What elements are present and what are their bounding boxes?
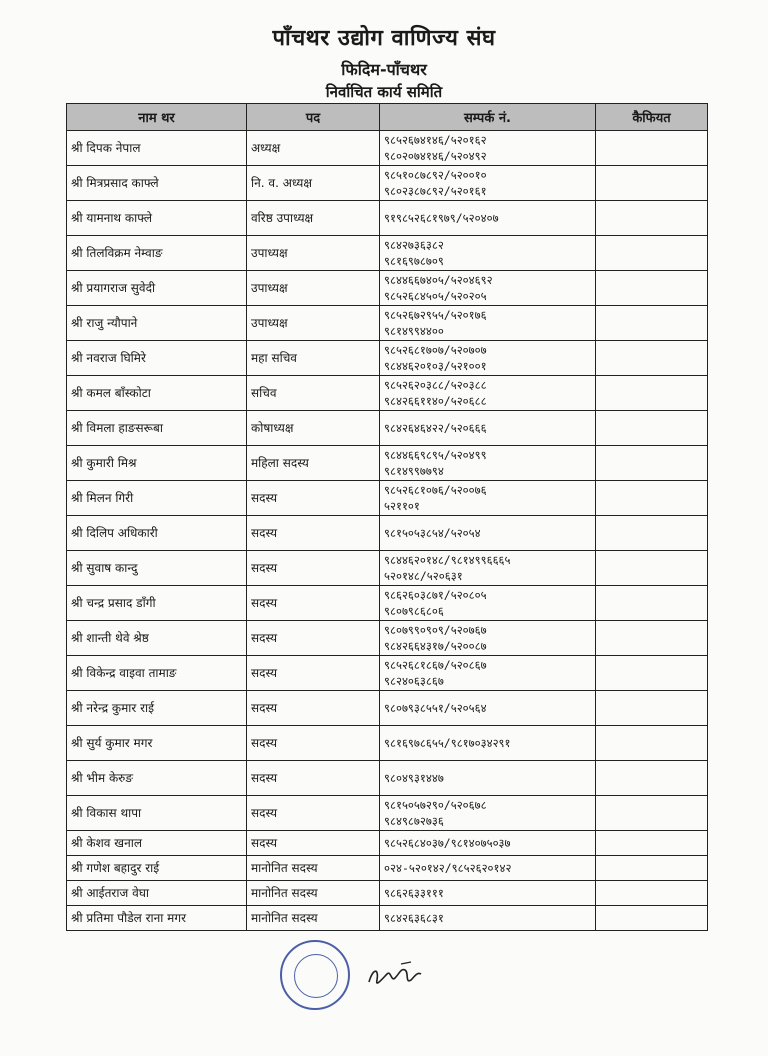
table-row xyxy=(67,691,708,726)
member-post: उपाध्यक्ष xyxy=(247,306,380,341)
member-remarks xyxy=(596,761,708,796)
member-remarks xyxy=(596,306,708,341)
organization-seal xyxy=(280,940,350,1010)
page-title: पाँचथर उद्योग वाणिज्य संघ xyxy=(272,26,496,51)
member-contact xyxy=(380,621,596,656)
member-name: श्री आईतराज वेघा xyxy=(67,881,247,906)
member-name: श्री केशव खनाल xyxy=(67,831,247,856)
contact-number: ९८४२६६४३१७/५२००८७ xyxy=(384,639,487,653)
member-contact xyxy=(380,856,596,881)
contact-number: ९८२४०६३८६७ xyxy=(384,674,444,688)
member-remarks xyxy=(596,271,708,306)
member-post: सदस्य xyxy=(247,551,380,586)
member-contact xyxy=(380,201,596,236)
contact-number: ९८१६९७८६५५/९८१७०३४२९१ xyxy=(384,736,511,750)
member-contact xyxy=(380,831,596,856)
member-name: श्री नवराज घिमिरे xyxy=(67,341,247,376)
member-remarks xyxy=(596,906,708,931)
member-post: कोषाध्यक्ष xyxy=(247,411,380,446)
member-contact xyxy=(380,411,596,446)
member-post: अध्यक्ष xyxy=(247,131,380,166)
member-post: सदस्य xyxy=(247,516,380,551)
member-remarks xyxy=(596,236,708,271)
member-remarks xyxy=(596,516,708,551)
member-contact xyxy=(380,516,596,551)
member-name: श्री गणेश बहादुर राई xyxy=(67,856,247,881)
table-row xyxy=(67,341,708,376)
contact-number: ९८४४६२०१०३/५२१००१ xyxy=(384,359,487,373)
member-name: श्री मिलन गिरी xyxy=(67,481,247,516)
member-contact xyxy=(380,881,596,906)
table-row xyxy=(67,376,708,411)
column-header-remarks: कैफियत xyxy=(596,104,708,131)
member-post: मानोनित सदस्य xyxy=(247,856,380,881)
table-row xyxy=(67,131,708,166)
member-name: श्री शान्ती थेवे श्रेष्ठ xyxy=(67,621,247,656)
table-row xyxy=(67,481,708,516)
contact-number: ९८१५०५७२९०/५२०६७८ xyxy=(384,798,487,812)
member-name: श्री विकेन्द्र वाइवा तामाङ xyxy=(67,656,247,691)
member-post: उपाध्यक्ष xyxy=(247,236,380,271)
table-body xyxy=(67,131,708,931)
committee-table xyxy=(66,103,708,931)
member-contact xyxy=(380,236,596,271)
member-contact xyxy=(380,761,596,796)
member-name: श्री तिलविक्रम नेम्वाङ xyxy=(67,236,247,271)
contact-number: ९८५२६८४०३७/९८१४०७५०३७ xyxy=(384,836,511,850)
section-title: निर्वाचित कार्य समिति xyxy=(325,83,443,101)
table-row xyxy=(67,906,708,931)
member-post: सचिव xyxy=(247,376,380,411)
member-contact xyxy=(380,341,596,376)
member-post: सदस्य xyxy=(247,656,380,691)
member-contact xyxy=(380,551,596,586)
member-name: श्री प्रयागराज सुवेदी xyxy=(67,271,247,306)
member-remarks xyxy=(596,691,708,726)
contact-number: ९८५२६७२९५५/५२०१७६ xyxy=(384,308,487,322)
contact-number: ९८१४९९४४०० xyxy=(384,324,444,338)
member-post: मानोनित सदस्य xyxy=(247,906,380,931)
contact-number: ९८५२६८१०७६/५२००७६ xyxy=(384,483,487,497)
member-post: मानोनित सदस्य xyxy=(247,881,380,906)
contact-number: ९८०२३८७८९२/५२०१६१ xyxy=(384,184,487,198)
member-name: श्री भीम केरुङ xyxy=(67,761,247,796)
member-contact xyxy=(380,306,596,341)
member-remarks xyxy=(596,796,708,831)
member-post: वरिष्ठ उपाध्यक्ष xyxy=(247,201,380,236)
member-post: सदस्य xyxy=(247,796,380,831)
member-post: महिला सदस्य xyxy=(247,446,380,481)
member-post: नि. व. अध्यक्ष xyxy=(247,166,380,201)
member-name: श्री मित्रप्रसाद काफ्ले xyxy=(67,166,247,201)
table-row xyxy=(67,446,708,481)
member-post: सदस्य xyxy=(247,761,380,796)
member-remarks xyxy=(596,621,708,656)
member-remarks xyxy=(596,586,708,621)
member-post: उपाध्यक्ष xyxy=(247,271,380,306)
contact-number: ५२०१४८/५२०६३१ xyxy=(384,569,463,583)
contact-number: ९८६२६३३१११ xyxy=(384,886,444,900)
table-row xyxy=(67,621,708,656)
member-name: श्री प्रतिमा पौडेल राना मगर xyxy=(67,906,247,931)
contact-number: ९८०४९३१४४७ xyxy=(384,771,444,785)
table-row xyxy=(67,236,708,271)
member-contact xyxy=(380,796,596,831)
member-name: श्री दिपक नेपाल xyxy=(67,131,247,166)
contact-number: ९८५२६७४१४६/५२०१६२ xyxy=(384,133,487,147)
table-row xyxy=(67,796,708,831)
member-remarks xyxy=(596,481,708,516)
contact-number: ९८५२६२०३८८/५२०३८८ xyxy=(384,378,487,392)
signature xyxy=(365,958,425,994)
contact-number: ९८१५०५३८५४/५२०५४ xyxy=(384,526,481,540)
member-remarks xyxy=(596,656,708,691)
member-name: श्री दिलिप अधिकारी xyxy=(67,516,247,551)
member-name: श्री राजु न्यौपाने xyxy=(67,306,247,341)
contact-number: ०२४-५२०१४२/९८५२६२०१४२ xyxy=(384,861,512,875)
table-row xyxy=(67,411,708,446)
table-row xyxy=(67,306,708,341)
contact-number: ९८४४६६९८९५/५२०४९९ xyxy=(384,448,487,462)
member-remarks xyxy=(596,831,708,856)
member-name: श्री विकास थापा xyxy=(67,796,247,831)
contact-number: ९८१४९९७७९४ xyxy=(384,464,444,478)
contact-number: ९१९८५२६८१९७९/५२०४०७ xyxy=(384,211,499,225)
seal-emblem xyxy=(294,954,338,998)
member-remarks xyxy=(596,411,708,446)
member-remarks xyxy=(596,881,708,906)
member-name: श्री चन्द्र प्रसाद डाँगी xyxy=(67,586,247,621)
member-name: श्री कमल बाँस्कोटा xyxy=(67,376,247,411)
table-row xyxy=(67,166,708,201)
table-row xyxy=(67,201,708,236)
member-name: श्री विमला हाङसरूबा xyxy=(67,411,247,446)
column-header-post: पद xyxy=(247,104,380,131)
member-remarks xyxy=(596,166,708,201)
table-row xyxy=(67,726,708,761)
contact-number: ९८४९८७२७३६ xyxy=(384,814,444,828)
column-header-contact: सम्पर्क नं. xyxy=(380,104,596,131)
contact-number: ९८५२६८४५०५/५२०२०५ xyxy=(384,289,487,303)
member-post: सदस्य xyxy=(247,831,380,856)
contact-number: ९८०२०७४१४६/५२०४९२ xyxy=(384,149,487,163)
contact-number: ९८४४६६७४०५/५२०४६९२ xyxy=(384,273,493,287)
column-header-name: नाम थर xyxy=(67,104,247,131)
member-remarks xyxy=(596,131,708,166)
table-row xyxy=(67,551,708,586)
member-post: सदस्य xyxy=(247,481,380,516)
table-row xyxy=(67,881,708,906)
member-contact xyxy=(380,656,596,691)
member-remarks xyxy=(596,341,708,376)
contact-number: ९८४२७३६३८२ xyxy=(384,238,444,252)
table-row xyxy=(67,516,708,551)
contact-number: ९८४२६६११४०/५२०६८८ xyxy=(384,394,487,408)
member-post: महा सचिव xyxy=(247,341,380,376)
member-remarks xyxy=(596,376,708,411)
table-row xyxy=(67,586,708,621)
contact-number: ९८०७९८६८०६ xyxy=(384,604,444,618)
member-name: श्री कुमारी मिश्र xyxy=(67,446,247,481)
member-remarks xyxy=(596,856,708,881)
contact-number: ९८४४६२०१४८/९८१४९९६६६५ xyxy=(384,553,511,567)
member-contact xyxy=(380,166,596,201)
member-post: सदस्य xyxy=(247,726,380,761)
member-contact xyxy=(380,906,596,931)
member-remarks xyxy=(596,726,708,761)
contact-number: ९८४२६३६८३१ xyxy=(384,911,444,925)
member-remarks xyxy=(596,201,708,236)
contact-number: ९८५२६८१७०७/५२०७०७ xyxy=(384,343,487,357)
contact-number: ९८०७९३८५५१/५२०५६४ xyxy=(384,701,487,715)
member-contact xyxy=(380,271,596,306)
table-row xyxy=(67,831,708,856)
contact-number: ९८५१०८७८९२/५२००१० xyxy=(384,168,487,182)
member-contact xyxy=(380,691,596,726)
member-post: सदस्य xyxy=(247,621,380,656)
table-row xyxy=(67,761,708,796)
contact-number: ९८५२६८१८६७/५२०८६७ xyxy=(384,658,487,672)
table-row xyxy=(67,856,708,881)
member-contact xyxy=(380,131,596,166)
footer xyxy=(0,940,768,1020)
contact-number: ९८०७९९०९०९/५२०७६७ xyxy=(384,623,487,637)
member-contact xyxy=(380,481,596,516)
table-header-row xyxy=(67,104,708,131)
member-name: श्री यामनाथ काफ्ले xyxy=(67,201,247,236)
member-contact xyxy=(380,726,596,761)
member-contact xyxy=(380,446,596,481)
page-subtitle: फिदिम-पाँचथर xyxy=(341,60,427,79)
contact-number: ९८४२६४६४२२/५२०६६६ xyxy=(384,421,487,435)
contact-number: ९८१६९७८७०९ xyxy=(384,254,444,268)
member-name: श्री नरेन्द्र कुमार राई xyxy=(67,691,247,726)
member-post: सदस्य xyxy=(247,691,380,726)
member-contact xyxy=(380,376,596,411)
member-name: श्री सुवाष कान्दु xyxy=(67,551,247,586)
member-remarks xyxy=(596,446,708,481)
table-row xyxy=(67,656,708,691)
member-contact xyxy=(380,586,596,621)
table-row xyxy=(67,271,708,306)
contact-number: ५२११०१ xyxy=(384,499,420,513)
member-remarks xyxy=(596,551,708,586)
member-name: श्री सुर्य कुमार मगर xyxy=(67,726,247,761)
contact-number: ९८६२६०३८७१/५२०८०५ xyxy=(384,588,487,602)
member-post: सदस्य xyxy=(247,586,380,621)
